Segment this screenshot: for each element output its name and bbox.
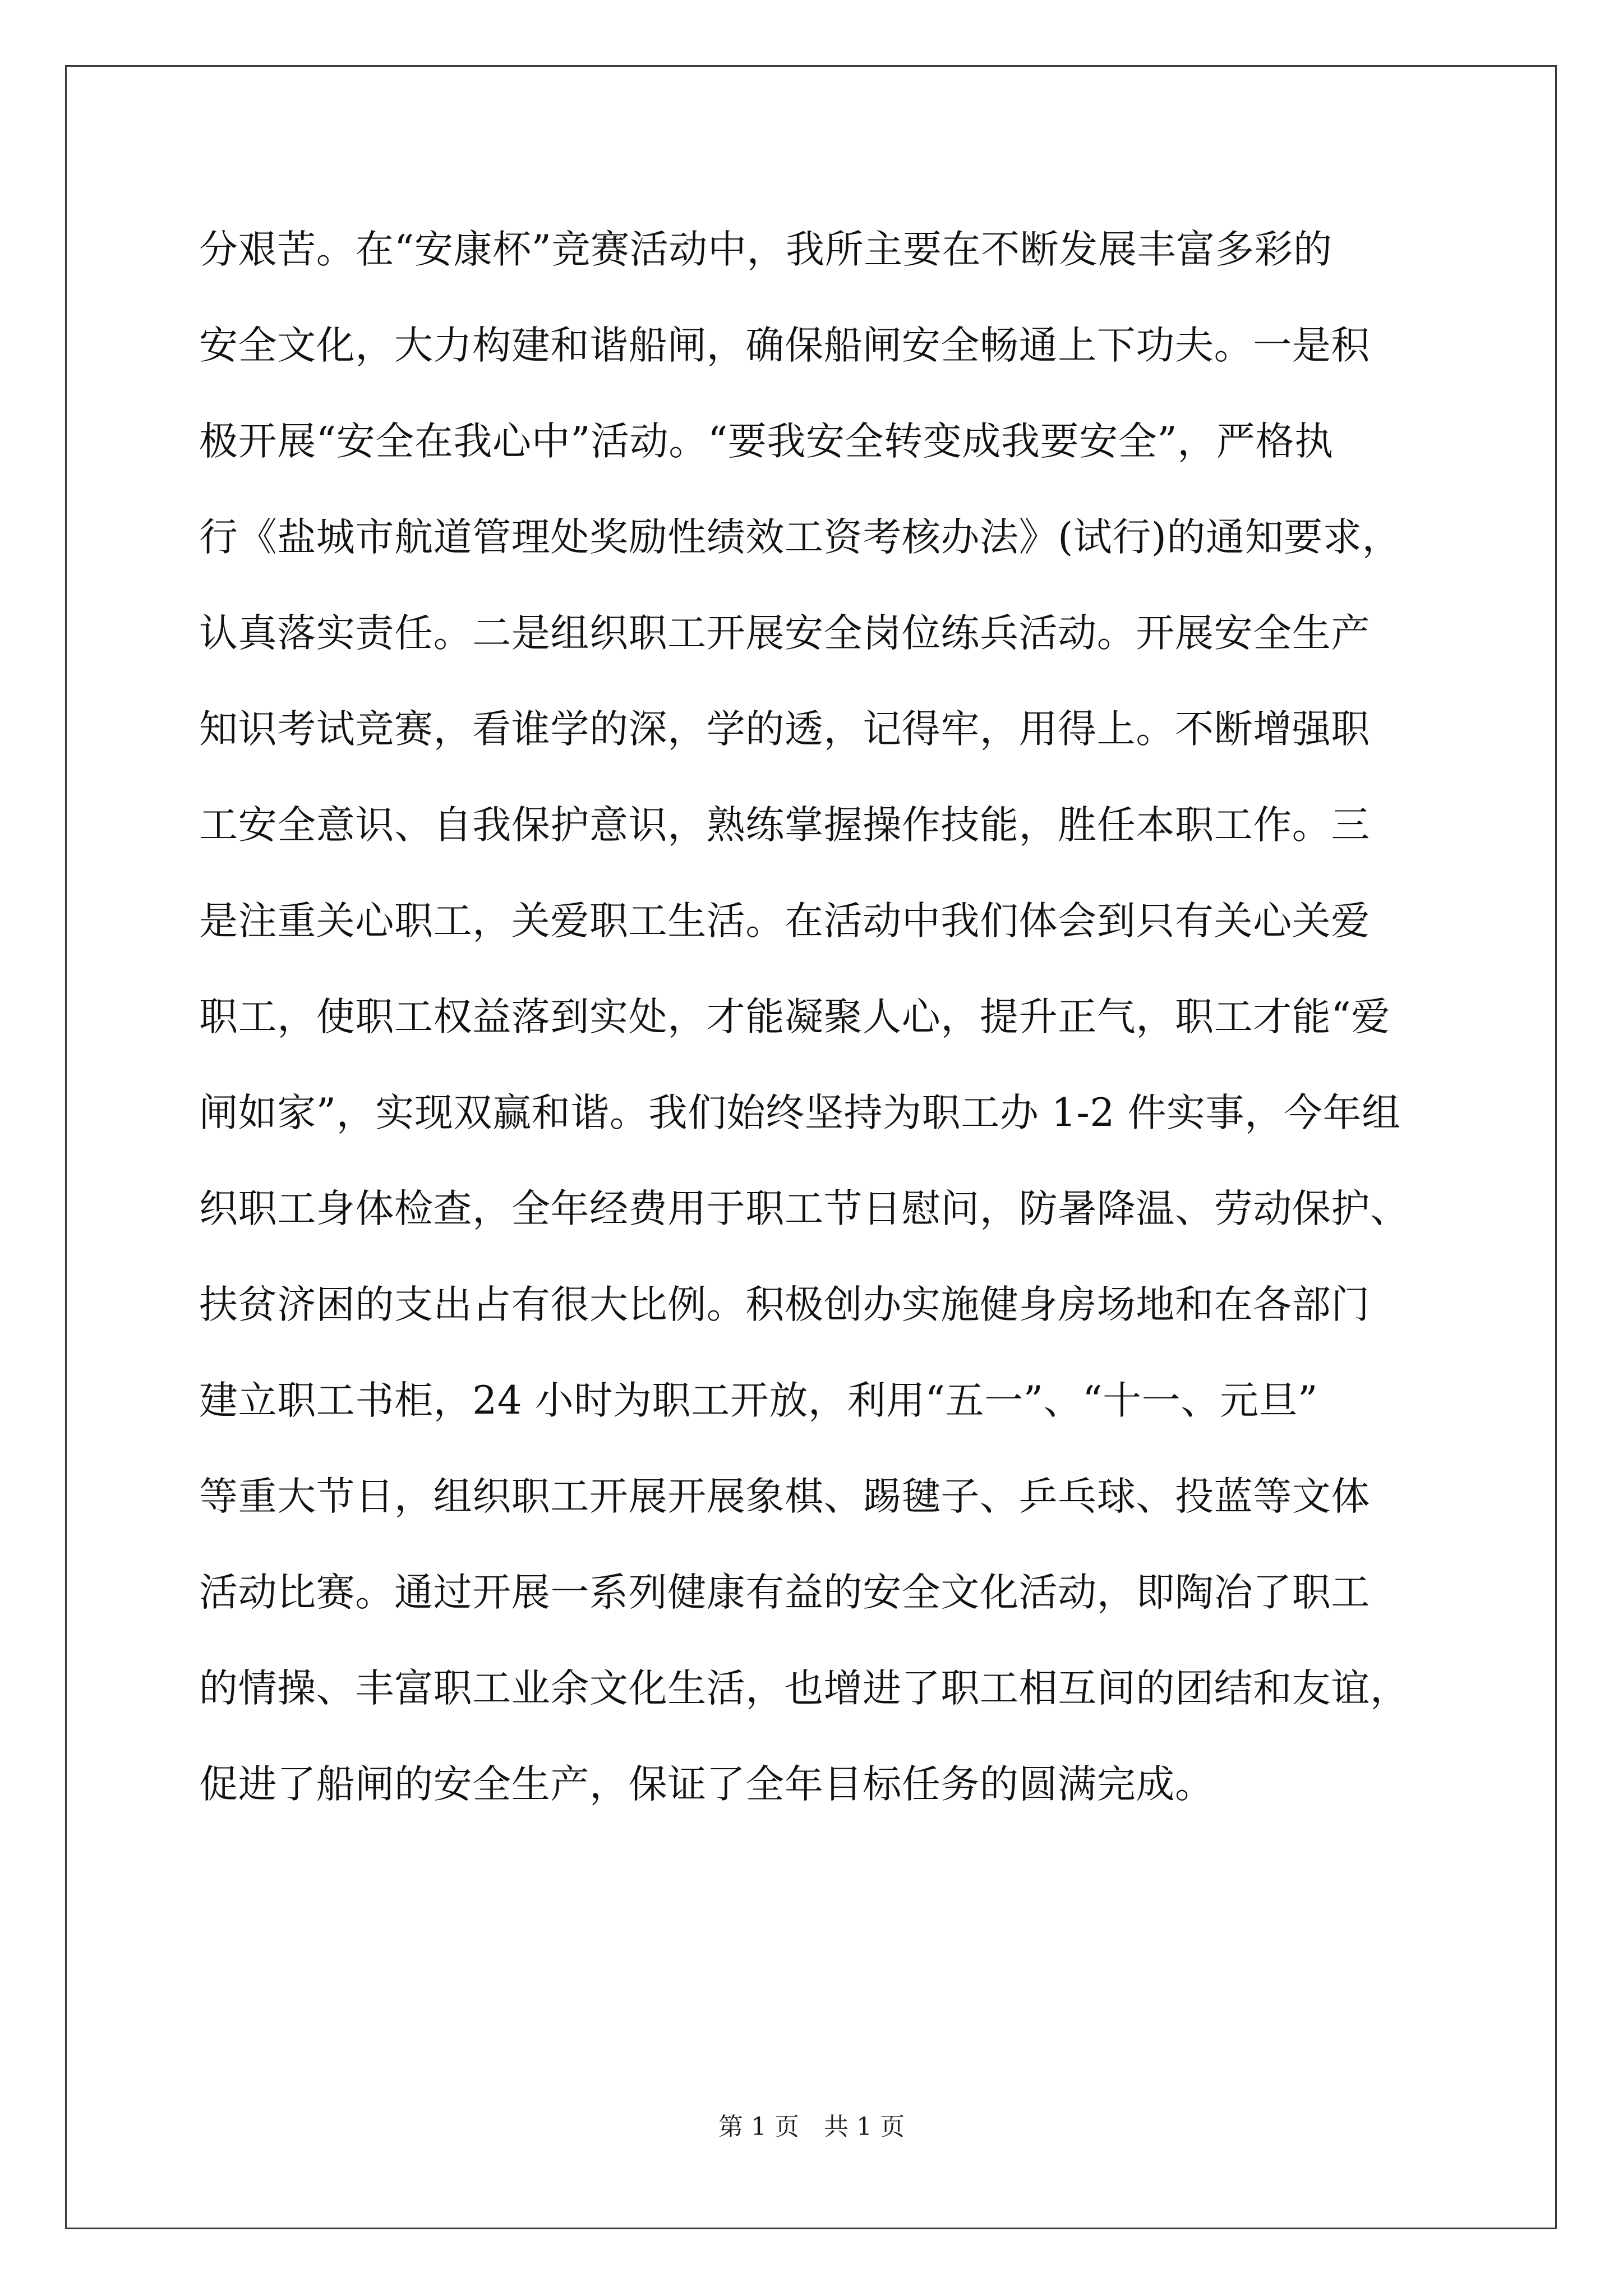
text-line: 的情操、丰富职工业余文化生活，也增进了职工相互间的团结和友谊，: [199, 1666, 1409, 1711]
text-line: 建立职工书柜，24 小时为职工开放，利用“五一”、“十一、元旦”: [199, 1378, 1318, 1423]
text-line: 扶贫济困的支出占有很大比例。积极创办实施健身房场地和在各部门: [199, 1282, 1370, 1327]
text-line: 行《盐城市航道管理处奖励性绩效工资考核办法》(试行)的通知要求，: [199, 515, 1401, 560]
text-line: 等重大节日，组织职工开展开展象棋、踢毽子、乒乓球、投蓝等文体: [199, 1474, 1370, 1519]
text-line: 职工，使职工权益落到实处，才能凝聚人心，提升正气，职工才能“爱: [199, 995, 1390, 1039]
text-line: 闸如家”，实现双赢和谐。我们始终坚持为职工办 1-2 件实事，今年组: [199, 1091, 1401, 1135]
text-line: 知识考试竞赛，看谁学的深，学的透，记得牢，用得上。不断增强职: [199, 707, 1370, 752]
text-line: 织职工身体检查，全年经费用于职工节日慰问，防暑降温、劳动保护、: [199, 1186, 1409, 1231]
text-line: 工安全意识、自我保护意识，熟练掌握操作技能，胜任本职工作。三: [199, 803, 1370, 848]
text-line: 是注重关心职工，关爱职工生活。在活动中我们体会到只有关心关爱: [199, 899, 1370, 944]
text-line: 活动比赛。通过开展一系列健康有益的安全文化活动，即陶冶了职工: [199, 1570, 1370, 1615]
page-number-footer: 第 1 页 共 1 页: [718, 2113, 905, 2141]
text-line: 分艰苦。在“安康杯”竞赛活动中，我所主要在不断发展丰富多彩的: [199, 227, 1332, 272]
text-line: 促进了船闸的安全生产，保证了全年目标任务的圆满完成。: [199, 1762, 1214, 1807]
body-paragraph: [199, 216, 1461, 1847]
text-line: 认真落实责任。二是组织职工开展安全岗位练兵活动。开展安全生产: [199, 611, 1370, 656]
text-line: 安全文化，大力构建和谐船闸，确保船闸安全畅通上下功夫。一是积: [199, 323, 1370, 368]
text-line: 极开展“安全在我心中”活动。“要我安全转变成我要安全”，严格执: [199, 419, 1334, 464]
